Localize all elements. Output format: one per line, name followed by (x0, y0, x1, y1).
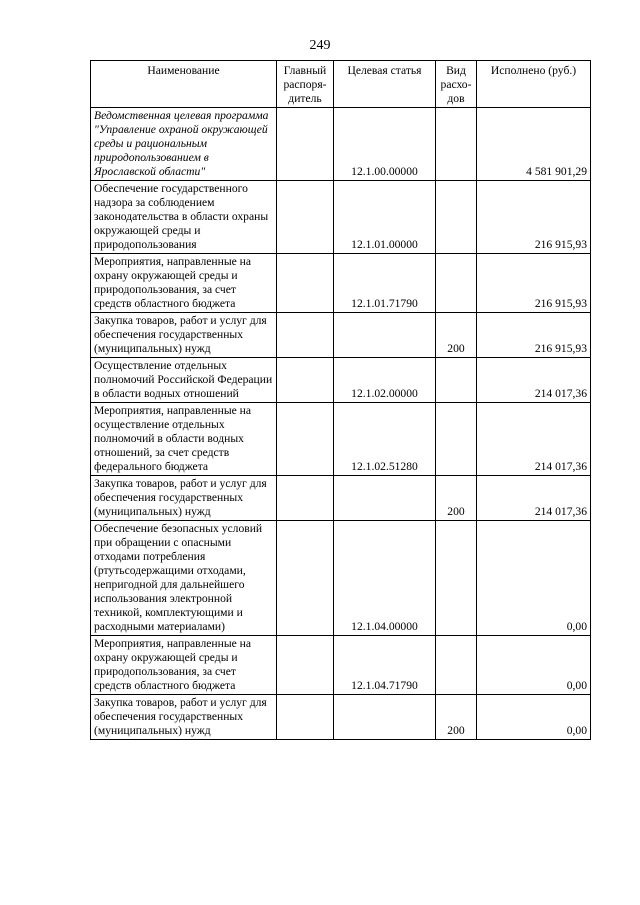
table-body (91, 108, 591, 740)
row-admin (277, 358, 334, 403)
row-expense: 200 (436, 476, 477, 521)
header-admin: Главный распоря-дитель (277, 61, 334, 108)
row-expense (436, 181, 477, 254)
row-code: 12.1.02.51280 (334, 403, 436, 476)
header-amount: Исполнено (руб.) (477, 61, 591, 108)
row-amount: 0,00 (477, 695, 591, 740)
table-row (91, 313, 591, 358)
table-header-row (91, 61, 591, 108)
row-code: 12.1.04.71790 (334, 636, 436, 695)
row-code: 12.1.00.00000 (334, 108, 436, 181)
header-name: Наименование (91, 61, 277, 108)
row-expense (436, 403, 477, 476)
row-code: 12.1.02.00000 (334, 358, 436, 403)
row-amount: 0,00 (477, 636, 591, 695)
row-amount: 216 915,93 (477, 313, 591, 358)
row-expense (436, 636, 477, 695)
table-row (91, 636, 591, 695)
row-admin (277, 636, 334, 695)
table-row (91, 181, 591, 254)
row-name: Ведомственная целевая программа "Управление охраной окружающей среды и рациональным природопользованием в Ярославской области" (91, 108, 277, 181)
row-name: Обеспечение безопасных условий при обращении с опасными отходами потребления (ртутьсодержащими отходами, непригодной для дальнейшего использования электронной техникой, комплектующими и расходными материалами) (91, 521, 277, 636)
table-row (91, 254, 591, 313)
row-code (334, 313, 436, 358)
row-amount: 214 017,36 (477, 403, 591, 476)
row-expense (436, 254, 477, 313)
row-amount: 216 915,93 (477, 254, 591, 313)
row-expense (436, 521, 477, 636)
row-code (334, 476, 436, 521)
row-name: Обеспечение государственного надзора за соблюдением законодательства в области охраны окружающей среды и природопользования (91, 181, 277, 254)
row-amount: 214 017,36 (477, 358, 591, 403)
row-code: 12.1.01.00000 (334, 181, 436, 254)
row-amount: 216 915,93 (477, 181, 591, 254)
row-name: Мероприятия, направленные на осуществление отдельных полномочий в области водных отношений, за счет средств федерального бюджета (91, 403, 277, 476)
row-code (334, 695, 436, 740)
row-name: Осуществление отдельных полномочий Российской Федерации в области водных отношений (91, 358, 277, 403)
row-name: Закупка товаров, работ и услуг для обеспечения государственных (муниципальных) нужд (91, 695, 277, 740)
row-code: 12.1.01.71790 (334, 254, 436, 313)
table-row (91, 358, 591, 403)
row-name: Мероприятия, направленные на охрану окружающей среды и природопользования, за счет средств областного бюджета (91, 254, 277, 313)
row-expense: 200 (436, 695, 477, 740)
row-amount: 0,00 (477, 521, 591, 636)
table-row (91, 403, 591, 476)
row-name: Закупка товаров, работ и услуг для обеспечения государственных (муниципальных) нужд (91, 313, 277, 358)
budget-table (90, 60, 591, 740)
page-number: 249 (309, 38, 331, 53)
table-row (91, 108, 591, 181)
table-row (91, 695, 591, 740)
row-name: Закупка товаров, работ и услуг для обеспечения государственных (муниципальных) нужд (91, 476, 277, 521)
row-admin (277, 521, 334, 636)
header-expense: Вид расхо-дов (436, 61, 477, 108)
row-code: 12.1.04.00000 (334, 521, 436, 636)
row-admin (277, 403, 334, 476)
header-code: Целевая статья (334, 61, 436, 108)
table-row (91, 476, 591, 521)
row-admin (277, 108, 334, 181)
row-admin (277, 476, 334, 521)
row-name: Мероприятия, направленные на охрану окружающей среды и природопользования, за счет средств областного бюджета (91, 636, 277, 695)
row-expense (436, 108, 477, 181)
row-expense (436, 358, 477, 403)
row-admin (277, 181, 334, 254)
row-admin (277, 695, 334, 740)
row-amount: 4 581 901,29 (477, 108, 591, 181)
row-expense: 200 (436, 313, 477, 358)
row-amount: 214 017,36 (477, 476, 591, 521)
row-admin (277, 254, 334, 313)
table-row (91, 521, 591, 636)
row-admin (277, 313, 334, 358)
